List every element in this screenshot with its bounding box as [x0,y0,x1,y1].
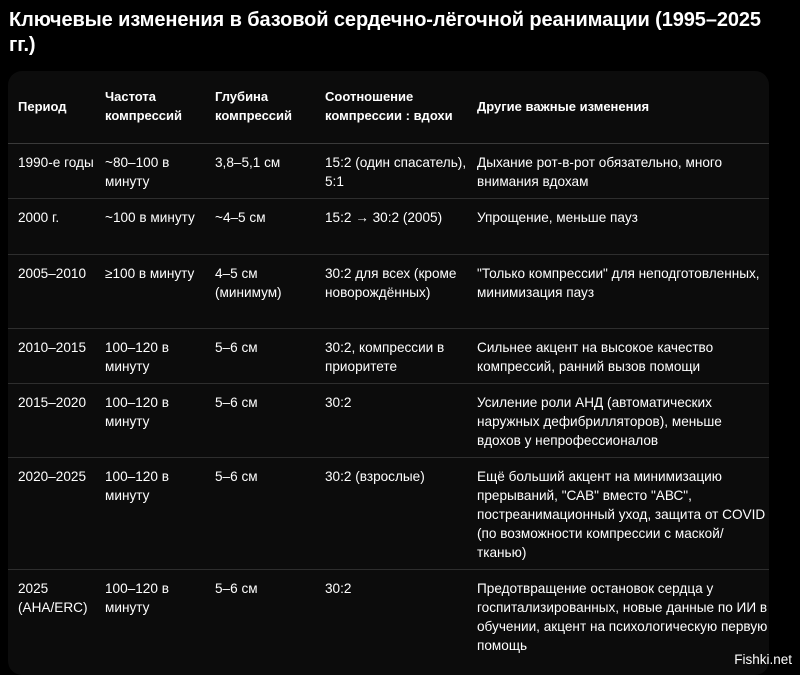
cell-depth: 5–6 см [215,581,258,596]
cell-ratio: 30:2, компрессии в приоритете [325,340,445,374]
cell-ratio: 15:2 → 30:2 (2005) [325,210,443,225]
cell-depth: 5–6 см [215,395,258,410]
cell-depth: 5–6 см [215,469,258,484]
cell-rate: ≥100 в минуту [105,266,195,281]
table-row [8,458,769,570]
cell-other: Предотвращение остановок сердца у госпитализированных, новые данные по ИИ в обучении, акцент на психологическую первую помощь [477,581,768,653]
cell-depth: 5–6 см [215,340,258,355]
cell-other: Усиление роли АНД (автоматических наружных дефибрилляторов), меньше вдохов у непрофессионалов [477,395,722,448]
table-row [8,255,769,329]
cell-rate: 100–120 в минуту [105,395,169,429]
table-row [8,144,769,199]
cell-other: Сильнее акцент на высокое качество компрессий, ранний вызов помощи [477,340,714,374]
cell-other: "Только компрессии" для неподготовленных, минимизация пауз [477,266,760,300]
cell-rate: 100–120 в минуту [105,469,169,503]
cell-period: 2010–2015 [18,340,87,355]
cell-rate: ~80–100 в минуту [105,155,170,189]
watermark: Fishki.net [734,652,792,667]
cell-rate: ~100 в минуту [105,210,195,225]
cell-period: 2000 г. [18,210,60,225]
cell-period: 2005–2010 [18,266,87,281]
table-row [8,570,769,666]
cell-other: Дыхание рот-в-рот обязательно, много внимания вдохам [477,155,723,189]
cell-depth: 4–5 см (минимум) [215,266,282,300]
cell-ratio: 30:2 [325,581,352,596]
header-compression-rate: Частота компрессий [105,71,215,144]
cell-other: Упрощение, меньше пауз [477,210,638,225]
cell-period: 2015–2020 [18,395,87,410]
table-row [8,384,769,458]
table-row [8,329,769,384]
cell-rate: 100–120 в минуту [105,340,169,374]
table-row [8,199,769,255]
cell-period: 1990-е годы [18,155,94,170]
cell-ratio: 30:2 для всех (кроме новорождённых) [325,266,457,300]
cell-ratio: 30:2 [325,395,352,410]
cell-depth: 3,8–5,1 см [215,155,281,170]
cell-depth: ~4–5 см [215,210,266,225]
header-compression-depth: Глубина компрессий [215,71,325,144]
header-ratio: Соотношение компрессии : вдохи [325,71,477,144]
cell-rate: 100–120 в минуту [105,581,169,615]
cell-period: 2025 (AHA/ERC) [18,581,88,615]
cell-ratio: 30:2 (взрослые) [325,469,425,484]
cell-other: Ещё больший акцент на минимизацию прерываний, "САВ" вместо "АВС", постреанимационный уход, защита от COVID (по возможности компрессии с маской/тканью) [477,469,766,560]
page-title: Ключевые изменения в базовой сердечно-лёгочной реанимации (1995–2025 гг.) [9,9,761,56]
cell-ratio: 15:2 (один спасатель), 5:1 [325,155,467,189]
cpr-changes-table [8,71,769,666]
table-card [8,71,769,675]
cell-period: 2020–2025 [18,469,87,484]
table-header-row [8,71,769,144]
header-period: Период [8,71,105,144]
header-other-changes: Другие важные изменения [477,71,769,144]
